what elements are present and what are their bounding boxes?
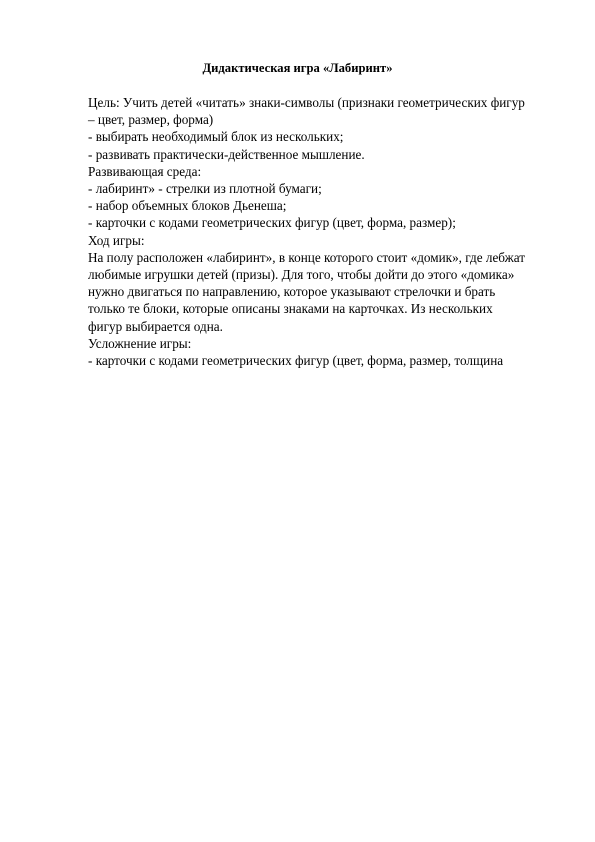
body-line: - карточки с кодами геометрических фигур (цвет, форма, размер, толщина [88,353,504,369]
body-line: нужно двигаться по направлению, которое указывают стрелочки и брать [88,284,496,300]
document-body [88,94,568,369]
body-line: – цвет, размер, форма) [88,112,214,128]
body-line: - выбирать необходимый блок из нескольких; [88,129,344,145]
document-title: Дидактическая игра «Лабиринт» [202,61,393,75]
body-line: - лабиринт» - стрелки из плотной бумаги; [88,181,322,197]
body-line: только те блоки, которые описаны знаками на карточках. Из нескольких [88,301,493,317]
section-heading-game-flow: Ход игры: [88,232,145,248]
body-line: - набор объемных блоков Дьенеша; [88,198,287,214]
body-line: Цель: Учить детей «читать» знаки-символы (признаки геометрических фигур [88,95,525,110]
body-line: - карточки с кодами геометрических фигур (цвет, форма, размер); [88,215,456,231]
body-line: фигур выбирается одна. [88,318,223,334]
body-line: - развивать практически-действенное мышление. [88,146,365,162]
section-heading-complication: Усложнение игры: [88,335,192,351]
body-line: любимые игрушки детей (призы). Для того, чтобы дойти до этого «домика» [88,267,515,283]
body-line: На полу расположен «лабиринт», в конце которого стоит «домик», где лебжат [88,249,526,265]
section-heading-environment: Развивающая среда: [88,163,202,179]
